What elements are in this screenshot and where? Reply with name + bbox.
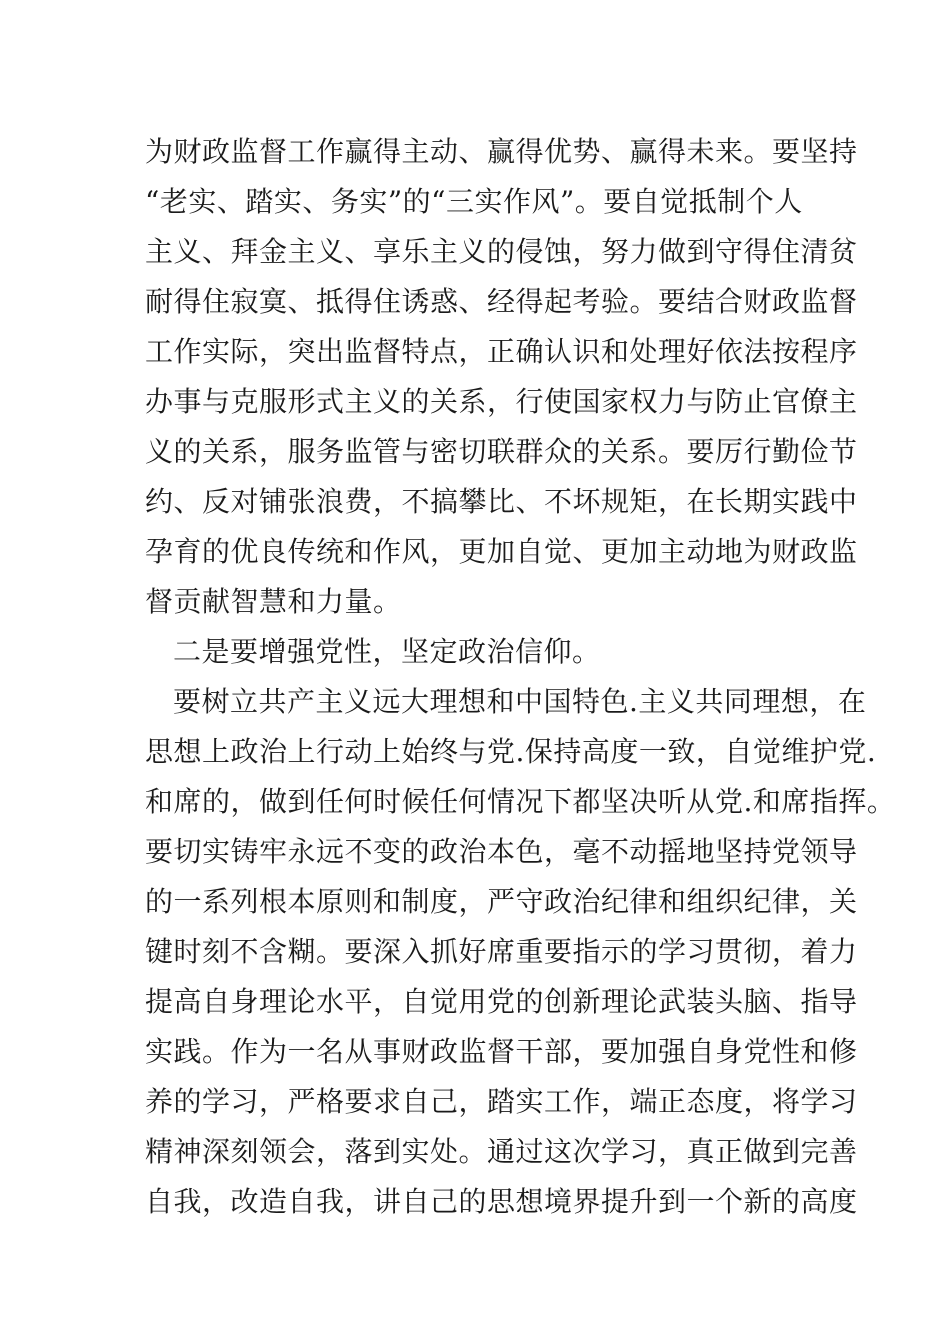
text-line: 办事与克服形式主义的关系，行使国家权力与防止官僚主	[145, 385, 858, 418]
text-line: 键时刻不含糊。要深入抓好席重要指示的学习贯彻，着力	[145, 935, 858, 968]
text-line: 要树立共产主义远大理想和中国特色.主义共同理想，在	[173, 685, 867, 718]
text-line: 精神深刻领会，落到实处。通过这次学习，真正做到完善	[145, 1135, 858, 1168]
text-line: 孕育的优良传统和作风，更加自觉、更加主动地为财政监	[145, 535, 858, 568]
text-line: 要切实铸牢永远不变的政治本色，毫不动摇地坚持党领导	[145, 835, 858, 868]
text-line: 主义、拜金主义、享乐主义的侵蚀，努力做到守得住清贫	[145, 235, 858, 268]
text-line: 耐得住寂寞、抵得住诱惑、经得起考验。要结合财政监督	[145, 285, 858, 318]
section-heading: 二是要增强党性，坚定政治信仰。	[173, 635, 601, 668]
text-line: 为财政监督工作赢得主动、赢得优势、赢得未来。要坚持	[145, 135, 858, 168]
text-line: 约、反对铺张浪费，不搞攀比、不坏规矩，在长期实践中	[145, 485, 858, 518]
text-line: “老实、踏实、务实”的“三实作风”。要自觉抵制个人	[145, 185, 803, 218]
text-line: 自我，改造自我，讲自己的思想境界提升到一个新的高度	[145, 1185, 858, 1218]
text-line: 义的关系，服务监管与密切联群众的关系。要厉行勤俭节	[145, 435, 858, 468]
text-line: 提高自身理论水平，自觉用党的创新理论武装头脑、指导	[145, 985, 858, 1018]
text-line: 的一系列根本原则和制度，严守政治纪律和组织纪律，关	[145, 885, 858, 918]
text-line: 和席的，做到任何时候任何情况下都坚决听从党.和席指挥。	[145, 785, 896, 818]
text-line: 实践。作为一名从事财政监督干部，要加强自身党性和修	[145, 1035, 858, 1068]
text-line: 工作实际，突出监督特点，正确认识和处理好依法按程序	[145, 335, 858, 368]
text-line: 督贡献智慧和力量。	[145, 585, 402, 618]
text-line: 思想上政治上行动上始终与党.保持高度一致，自觉维护党.	[145, 735, 877, 768]
text-line: 养的学习，严格要求自己，踏实工作，端正态度，将学习	[145, 1085, 858, 1118]
